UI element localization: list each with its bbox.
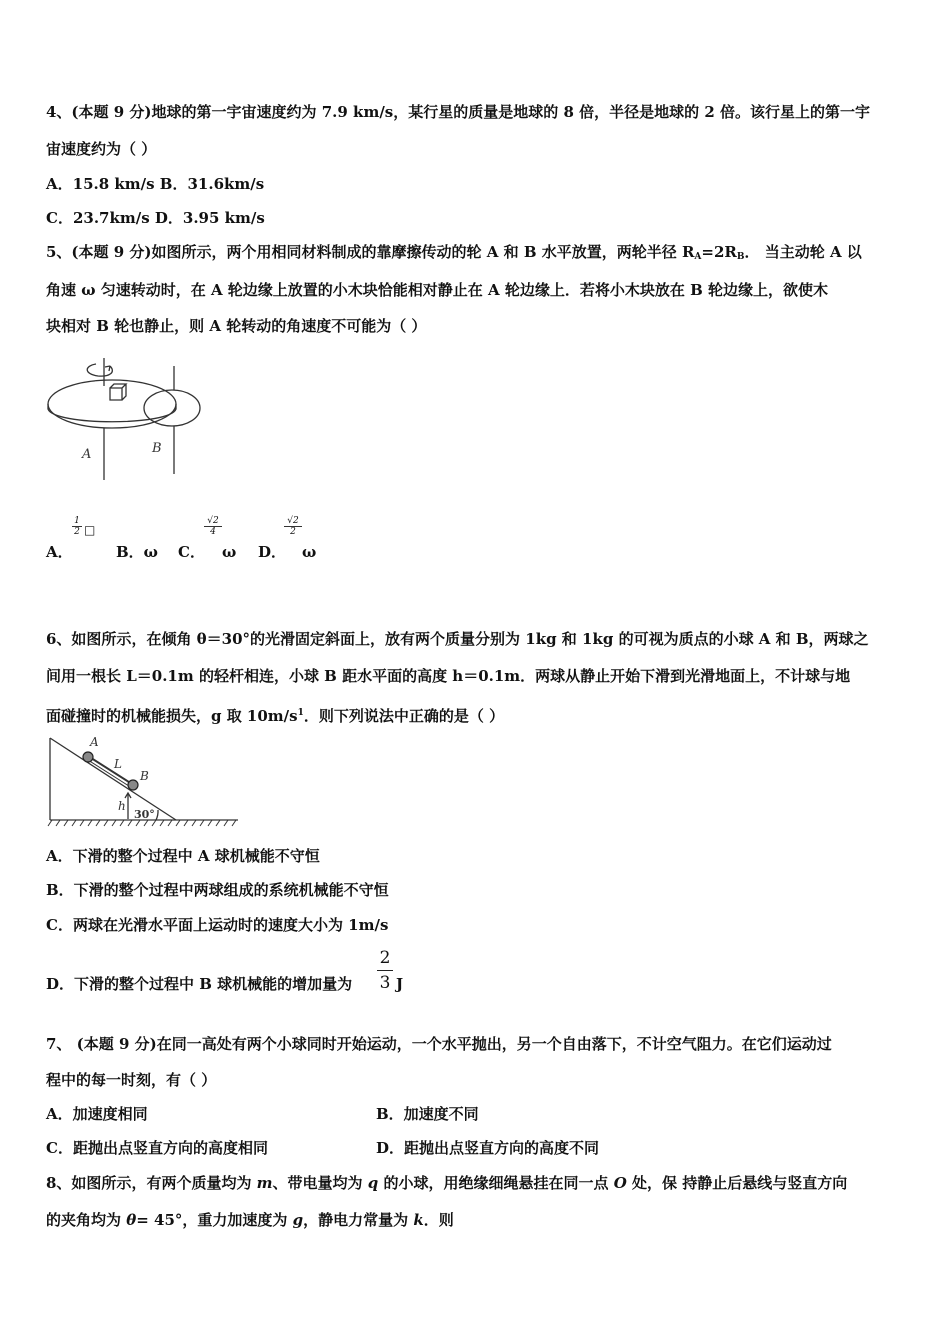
q4-options-ab: A．15.8 km/s B．31.6km/s xyxy=(46,175,265,193)
q7-option-a: A．加速度相同 xyxy=(46,1105,148,1123)
q8-stem-line2: 的夹角均为 θ= 45°，重力加速度为 g，静电力常量为 k．则 xyxy=(46,1211,454,1229)
q5-option-a-fraction: 1 2 xyxy=(72,516,82,537)
q6-option-c: C．两球在光滑水平面上运动时的速度大小为 1m/s xyxy=(46,916,389,934)
q6-stem-line1: 6、如图所示，在倾角 θ＝30°的光滑固定斜面上，放有两个质量分别为 1kg 和 1kg 的可视为质点的小球 A 和 B，两球之 xyxy=(46,630,869,648)
q6-option-d-unit: J xyxy=(396,975,404,993)
q5-fig-label-a: A xyxy=(82,447,92,462)
q5-wheels-figure xyxy=(44,356,214,488)
q6-option-d: D．下滑的整个过程中 B 球机械能的增加量为 xyxy=(46,975,353,993)
q4-stem-line2: 宙速度约为（ ） xyxy=(46,140,157,158)
q5-option-a-symbol: □ xyxy=(84,523,96,537)
q5-option-a-label: A． xyxy=(46,543,73,561)
q6-fig-label-a: A xyxy=(90,735,99,749)
q5-option-c-label: C． xyxy=(178,543,205,561)
q6-fig-angle: 30° xyxy=(134,808,155,821)
q4-stem-line1: 4、(本题 9 分)地球的第一宇宙速度约为 7.9 km/s，某行星的质量是地球的 8 倍，半径是地球的 2 倍。该行星上的第一宇 xyxy=(46,103,871,121)
q7-option-d: D．距抛出点竖直方向的高度不同 xyxy=(376,1139,600,1157)
q6-fig-label-l: L xyxy=(114,757,122,771)
q5-option-d-omega: ω xyxy=(302,543,317,561)
q5-option-d-label: D． xyxy=(258,543,287,561)
q5-option-b: B．ω xyxy=(116,543,158,561)
q6-option-a: A．下滑的整个过程中 A 球机械能不守恒 xyxy=(46,847,320,865)
q5-fig-label-b: B xyxy=(152,441,162,456)
q6-ball-b xyxy=(128,780,138,790)
q7-option-c: C．距抛出点竖直方向的高度相同 xyxy=(46,1139,268,1157)
q7-stem-line2: 程中的每一时刻，有（ ） xyxy=(46,1071,217,1089)
q5-option-c-fraction: √2 4 xyxy=(204,516,222,537)
q6-stem-line3: 面碰撞时的机械能损失，g 取 $10m/s^1$．则下列说法中正确的是（ ） xyxy=(46,707,505,725)
q5-stem-line3: 块相对 B 轮也静止，则 A 轮转动的角速度不可能为（ ） xyxy=(46,317,427,335)
q6-fig-label-b: B xyxy=(140,769,149,783)
q7-option-b: B．加速度不同 xyxy=(376,1105,479,1123)
q6-fig-label-h: h xyxy=(118,799,126,813)
q4-options-cd: C．23.7km/s D．3.95 km/s xyxy=(46,209,265,227)
q5-option-c-omega: ω xyxy=(222,543,237,561)
q6-ball-a xyxy=(83,752,93,762)
q8-stem-line1: 8、如图所示，有两个质量均为 m、带电量均为 q 的小球，用绝缘细绳悬挂在同一点 O 处，保 持静止后悬线与竖直方向 xyxy=(46,1174,848,1192)
q6-stem-line2: 间用一根长 L＝0.1m 的轻杆相连，小球 B 距水平面的高度 h＝0.1m．两球从静止开始下滑到光滑地面上，不计球与地 xyxy=(46,667,851,685)
q5-stem-line2: 角速 ω 匀速转动时，在 A 轮边缘上放置的小木块恰能相对静止在 A 轮边缘上．若将小木块放在 B 轮边缘上，欲使木 xyxy=(46,281,829,299)
q5-option-d-fraction: √2 2 xyxy=(284,516,302,537)
q7-stem-line1: 7、 (本题 9 分)在同一高处有两个小球同时开始运动，一个水平抛出，另一个自由落下，不计空气阻力。在它们运动过 xyxy=(46,1035,832,1053)
q5-stem-line1: 5、(本题 9 分)如图所示，两个用相同材料制成的靠摩擦传动的轮 A 和 B 水平放置，两轮半径 $R_A=2R_B$． 当主动轮 A 以 xyxy=(46,243,862,262)
q6-option-b: B．下滑的整个过程中两球组成的系统机械能不守恒 xyxy=(46,881,389,899)
q6-option-d-fraction: 2 3 xyxy=(377,948,393,993)
q6-incline-figure xyxy=(44,734,240,832)
